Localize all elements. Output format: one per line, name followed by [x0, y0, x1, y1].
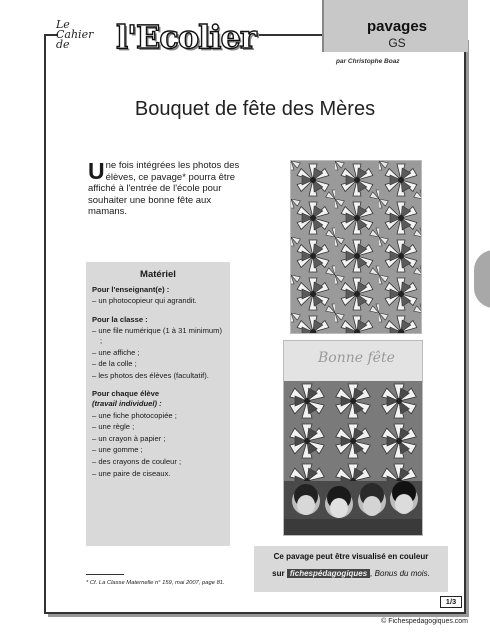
category-tag [322, 0, 468, 52]
list-item: – de la colle ; [92, 359, 137, 369]
list-item: – un photocopieur qui agrandit. [92, 296, 197, 306]
tiling-pattern-image [290, 160, 422, 334]
list-item: – des crayons de couleur ; [92, 456, 182, 466]
color-version-banner [254, 546, 448, 592]
banner-line-2 [258, 569, 444, 578]
materiel-box [86, 262, 230, 546]
materiel-title: Matériel [140, 269, 176, 280]
level-label: GS [388, 36, 406, 50]
brand-link[interactable]: fichespédagogiques [287, 569, 370, 578]
student-heading: Pour chaque élève [92, 389, 160, 399]
footnote: * Cf. La Classe Maternelle n° 159, mai 2007, page 81. [86, 580, 225, 586]
list-item: – une file numérique (1 à 31 minimum) ; [92, 326, 222, 345]
tiling-flower-pattern [291, 161, 422, 334]
list-item: – les photos des élèves (facultatif). [92, 370, 209, 380]
list-item: – une paire de ciseaux. [92, 468, 171, 478]
list-item: – un crayon à papier ; [92, 433, 166, 443]
footnote-divider [86, 574, 124, 575]
intro-paragraph [88, 160, 248, 218]
page-number: 1/3 [440, 596, 462, 608]
copyright: © Fichespedagogiques.com [381, 618, 468, 625]
logo-big-text: l'Ecolier [116, 18, 256, 56]
frame-top-mid [258, 34, 322, 36]
logo-small-text: Le Cahier de [56, 18, 94, 51]
list-item: – une gomme ; [92, 445, 143, 455]
frame-shadow-right [466, 40, 469, 617]
frame-shadow-bottom [48, 614, 469, 617]
magazine-logo [56, 12, 256, 58]
banner-sur: sur [272, 569, 285, 578]
side-tab[interactable] [474, 250, 490, 308]
list-item: – une fiche photocopiée ; [92, 410, 177, 420]
poster-image [283, 340, 423, 536]
teacher-heading: Pour l'enseignant(e) : [92, 284, 170, 294]
banner-line-1: Ce pavage peut être visualisé en couleur [273, 552, 429, 561]
list-item: – une affiche ; [92, 347, 140, 357]
category-title: pavages [366, 18, 428, 35]
intro-dropcap: U [88, 158, 105, 184]
banner-bonus: , Bonus du mois. [370, 569, 430, 578]
poster-tiling-with-photos [284, 341, 423, 536]
list-item: – une règle ; [92, 422, 135, 432]
poster-caption: Bonne fête [318, 350, 395, 366]
page-title: Bouquet de fête des Mères [134, 98, 376, 120]
student-heading-sub: (travail individuel) : [92, 398, 162, 408]
class-heading: Pour la classe : [92, 314, 148, 324]
intro-text: ne fois intégrées les photos des élèves, ce pavage* pourra être affiché à l'entrée de l'école pour souhaiter une bonne fête aux mamans. [88, 160, 240, 217]
author-line: par Christophe Boaz [336, 58, 400, 65]
